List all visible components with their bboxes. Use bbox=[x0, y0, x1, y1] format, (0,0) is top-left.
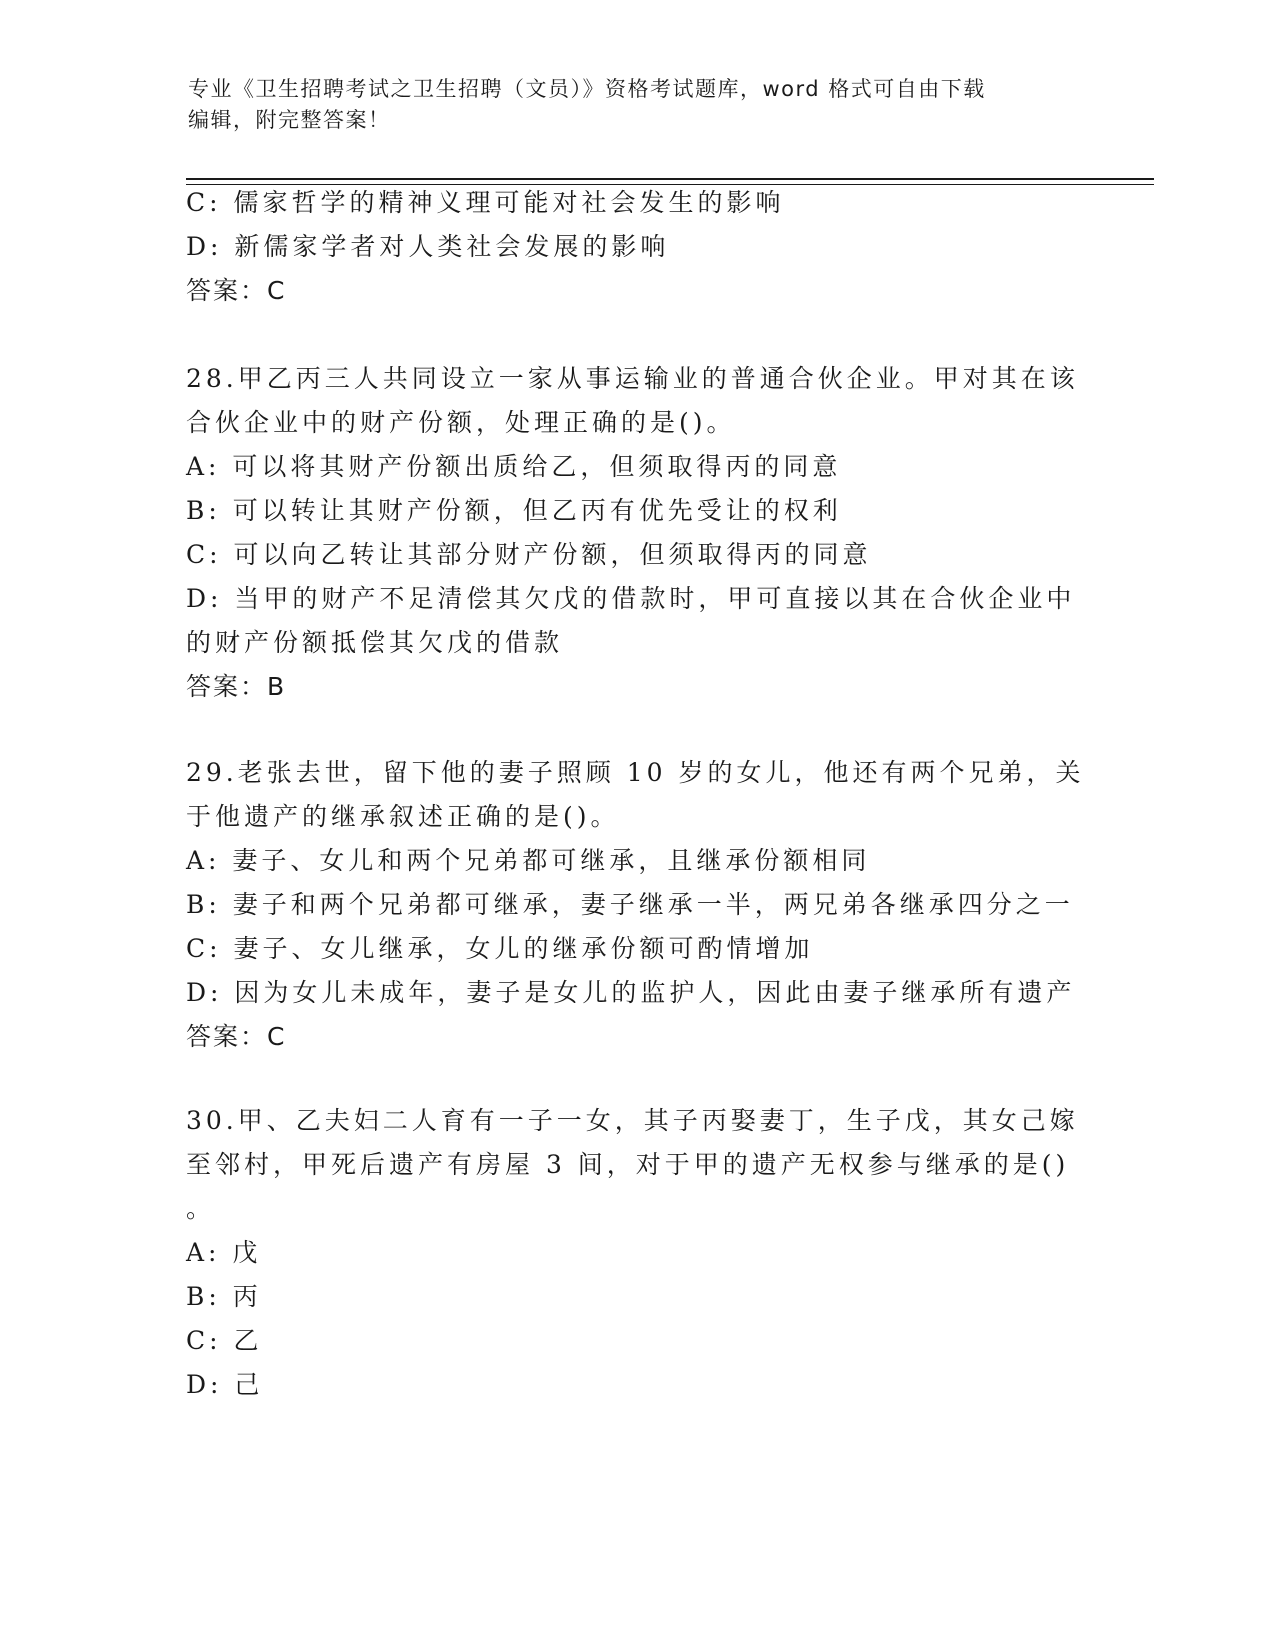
q28-answer: 答案：B bbox=[186, 672, 287, 701]
q30-option-a: A: 戊 bbox=[186, 1238, 262, 1267]
q28-stem-line-1: 28.甲乙丙三人共同设立一家从事运输业的普通合伙企业。甲对其在该 bbox=[186, 364, 1079, 393]
header-divider-thin bbox=[186, 184, 1154, 185]
q28-option-a: A: 可以将其财产份额出质给乙，但须取得丙的同意 bbox=[186, 452, 842, 481]
q30-option-b: B: 丙 bbox=[186, 1282, 262, 1311]
header-line-2: 编辑，附完整答案！ bbox=[188, 108, 391, 132]
q29-option-a: A: 妻子、女儿和两个兄弟都可继承，且继承份额相同 bbox=[186, 846, 871, 875]
q29-option-c: C: 妻子、女儿继承，女儿的继承份额可酌情增加 bbox=[186, 934, 814, 963]
q30-stem-line-2: 至邻村，甲死后遗产有房屋 3 间，对于甲的遗产无权参与继承的是() bbox=[186, 1150, 1070, 1179]
header-line-1: 专业《卫生招聘考试之卫生招聘（文员）》资格考试题库，word 格式可自由下载 bbox=[188, 77, 986, 101]
q28-option-d-line-1: D: 当甲的财产不足清偿其欠戊的借款时，甲可直接以其在合伙企业中 bbox=[186, 584, 1076, 613]
q30-stem-line-3: 。 bbox=[186, 1194, 216, 1223]
prev-option-c: C: 儒家哲学的精神义理可能对社会发生的影响 bbox=[186, 188, 785, 217]
q30-option-d: D: 己 bbox=[186, 1370, 264, 1399]
q28-stem-line-2: 合伙企业中的财产份额，处理正确的是()。 bbox=[186, 408, 736, 437]
q29-option-d: D: 因为女儿未成年，妻子是女儿的监护人，因此由妻子继承所有遗产 bbox=[186, 978, 1076, 1007]
q29-stem-line-1: 29.老张去世，留下他的妻子照顾 10 岁的女儿，他还有两个兄弟，关 bbox=[186, 758, 1085, 787]
q29-stem-line-2: 于他遗产的继承叙述正确的是()。 bbox=[186, 802, 620, 831]
document-header bbox=[188, 74, 1068, 136]
q30-stem-line-1: 30.甲、乙夫妇二人育有一子一女，其子丙娶妻丁，生子戊，其女己嫁 bbox=[186, 1106, 1079, 1135]
q29-option-b: B: 妻子和两个兄弟都可继承，妻子继承一半，两兄弟各继承四分之一 bbox=[186, 890, 1074, 919]
prev-answer: 答案：C bbox=[186, 276, 287, 305]
prev-option-d: D: 新儒家学者对人类社会发展的影响 bbox=[186, 232, 670, 261]
q28-option-c: C: 可以向乙转让其部分财产份额，但须取得丙的同意 bbox=[186, 540, 872, 569]
header-divider-thick bbox=[186, 178, 1154, 180]
q30-option-c: C: 乙 bbox=[186, 1326, 263, 1355]
q28-option-d-line-2: 的财产份额抵偿其欠戊的借款 bbox=[186, 628, 564, 657]
q29-answer: 答案：C bbox=[186, 1022, 287, 1051]
q28-option-b: B: 可以转让其财产份额，但乙丙有优先受让的权利 bbox=[186, 496, 842, 525]
